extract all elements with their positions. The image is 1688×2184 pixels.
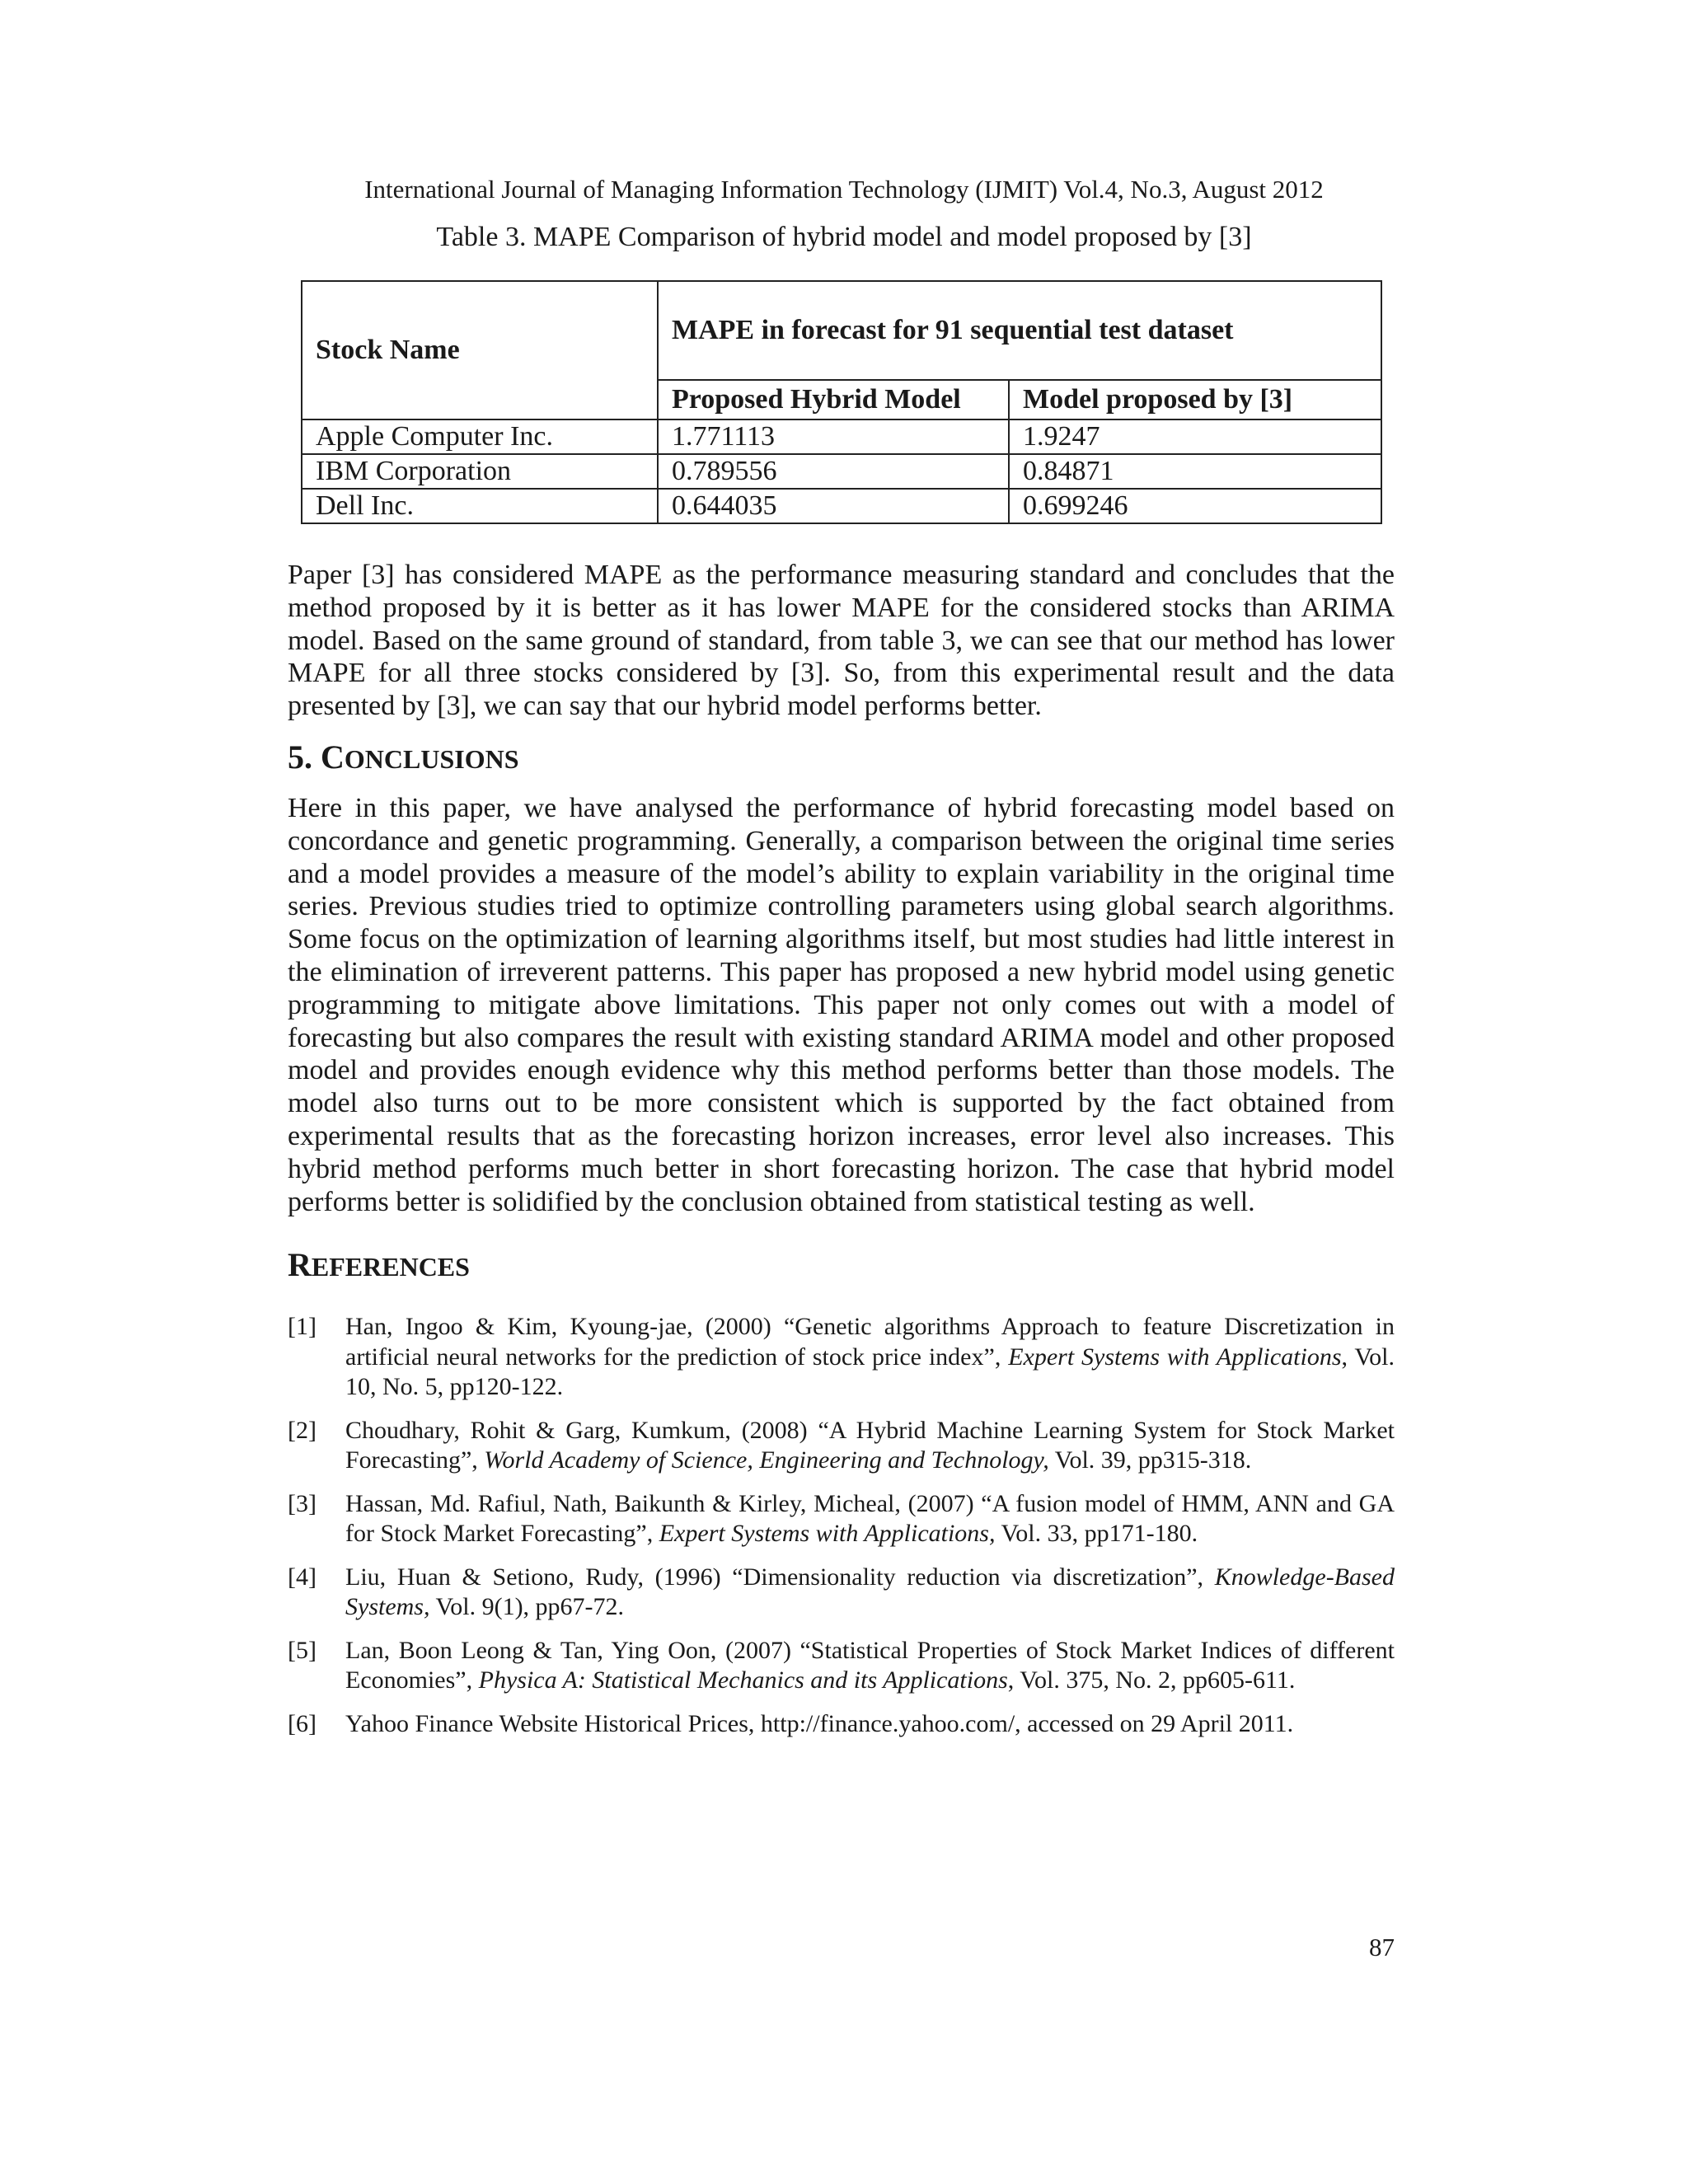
reference-source: Expert Systems with Applications, <box>659 1520 996 1547</box>
reference-item <box>288 1563 1395 1623</box>
cell-reference-mape: 0.699246 <box>1009 489 1381 523</box>
cell-reference-mape: 0.84871 <box>1009 454 1381 489</box>
cell-hybrid-mape: 0.789556 <box>658 454 1009 489</box>
cell-hybrid-mape: 0.644035 <box>658 489 1009 523</box>
heading-rest: ONCLUSIONS <box>344 744 519 774</box>
table-row <box>302 454 1381 489</box>
heading-initial: R <box>288 1246 312 1283</box>
reference-source: Knowledge-Based Systems, <box>345 1563 1395 1620</box>
section-number: 5. <box>288 738 321 776</box>
reference-details: , Vol. 10, No. 5, pp120-122. <box>345 1343 1395 1400</box>
heading-rest: EFERENCES <box>311 1252 470 1282</box>
reference-details: , Vol. 375, No. 2, pp605-611. <box>1007 1666 1296 1694</box>
mape-comparison-table <box>301 280 1382 524</box>
reference-text: Choudhary, Rohit & Garg, Kumkum, (2008) “A Hybrid Machine Learning System for Stock Market Forecasting”, <box>345 1416 1395 1474</box>
page-number: 87 <box>1369 1933 1395 1961</box>
reference-item <box>288 1709 1395 1740</box>
reference-item <box>288 1312 1395 1403</box>
reference-number: [3] <box>288 1489 316 1517</box>
reference-details: Vol. 9(1), pp67-72. <box>429 1593 625 1620</box>
cell-reference-mape: 1.9247 <box>1009 419 1381 454</box>
reference-number: [2] <box>288 1416 316 1444</box>
journal-header: International Journal of Managing Information Technology (IJMIT) Vol.4, No.3, August 2012 <box>364 175 1324 204</box>
section-heading-references <box>288 1246 470 1286</box>
table-row <box>302 419 1381 454</box>
reference-text: Han, Ingoo & Kim, Kyoung-jae, (2000) “Genetic algorithms Approach to feature Discretization in artificial neural networks for the prediction of stock price index”, <box>345 1313 1395 1371</box>
cell-stock-name: Apple Computer Inc. <box>302 419 658 454</box>
reference-text: Lan, Boon Leong & Tan, Ying Oon, (2007) “Statistical Properties of Stock Market Indices of different Economies”, <box>345 1636 1395 1694</box>
cell-hybrid-mape: 1.771113 <box>658 419 1009 454</box>
heading-initial: C <box>321 738 345 776</box>
header-stock-name: Stock Name <box>302 281 658 419</box>
reference-number: [5] <box>288 1636 316 1664</box>
table-caption: Table 3. MAPE Comparison of hybrid model and model proposed by [3] <box>436 222 1252 252</box>
header-hybrid-model: Proposed Hybrid Model <box>658 380 1009 419</box>
reference-item <box>288 1416 1395 1476</box>
reference-number: [4] <box>288 1563 316 1591</box>
reference-text: Hassan, Md. Rafiul, Nath, Baikunth & Kirley, Micheal, (2007) “A fusion model of HMM, ANN and GA for Stock Market Forecasting”, <box>345 1489 1395 1547</box>
section-heading-conclusions <box>288 738 519 778</box>
reference-number: [6] <box>288 1709 316 1737</box>
reference-source: World Academy of Science, Engineering and Technology, <box>484 1446 1049 1474</box>
cell-stock-name: Dell Inc. <box>302 489 658 523</box>
reference-text: Yahoo Finance Website Historical Prices, http://finance.yahoo.com/, accessed on 29 April 2011. <box>345 1709 1294 1737</box>
table-row <box>302 489 1381 523</box>
reference-list <box>288 1312 1395 1752</box>
header-mape-group: MAPE in forecast for 91 sequential test dataset <box>658 281 1381 380</box>
header-reference-model: Model proposed by [3] <box>1009 380 1381 419</box>
reference-source: Expert Systems with Applications <box>1008 1343 1342 1371</box>
reference-item <box>288 1489 1395 1549</box>
reference-item <box>288 1636 1395 1696</box>
cell-stock-name: IBM Corporation <box>302 454 658 489</box>
reference-details: Vol. 39, pp315-318. <box>1048 1446 1252 1474</box>
reference-source: Physica A: Statistical Mechanics and its Applications <box>478 1666 1008 1694</box>
table-header-row <box>302 281 1381 380</box>
reference-details: Vol. 33, pp171-180. <box>995 1520 1198 1547</box>
reference-number: [1] <box>288 1313 316 1340</box>
discussion-paragraph: Paper [3] has considered MAPE as the performance measuring standard and concludes that the method proposed by it is better as it has lower MAPE for the considered stocks than ARIMA model. Based on the same ground of standard, from table 3, we can see that our method has lower MAPE for all three stocks considered by [3]. So, from this experimental result and the data presented by [3], we can say that our hybrid model performs better. <box>288 560 1395 722</box>
reference-text: Liu, Huan & Setiono, Rudy, (1996) “Dimensionality reduction via discretization”, <box>345 1563 1215 1591</box>
conclusions-paragraph: Here in this paper, we have analysed the performance of hybrid forecasting model based on concordance and genetic programming. Generally, a comparison between the original time series and a model provides a measure of the model’s ability to explain variability in the original time series. Previous studies tried to optimize controlling parameters using global search algorithms. Some focus on the optimization of learning algorithms itself, but most studies had little interest in the elimination of irreverent patterns. This paper has proposed a new hybrid model using genetic programming to mitigate above limitations. This paper not only comes out with a model of forecasting but also compares the result with existing standard ARIMA model and other proposed model and provides enough evidence why this method performs better than those models. The model also turns out to be more consistent which is supported by the fact obtained from experimental results that as the forecasting horizon increases, error level also increases. This hybrid method performs much better in short forecasting horizon. The case that hybrid model performs better is solidified by the conclusion obtained from statistical testing as well. <box>288 793 1395 1217</box>
